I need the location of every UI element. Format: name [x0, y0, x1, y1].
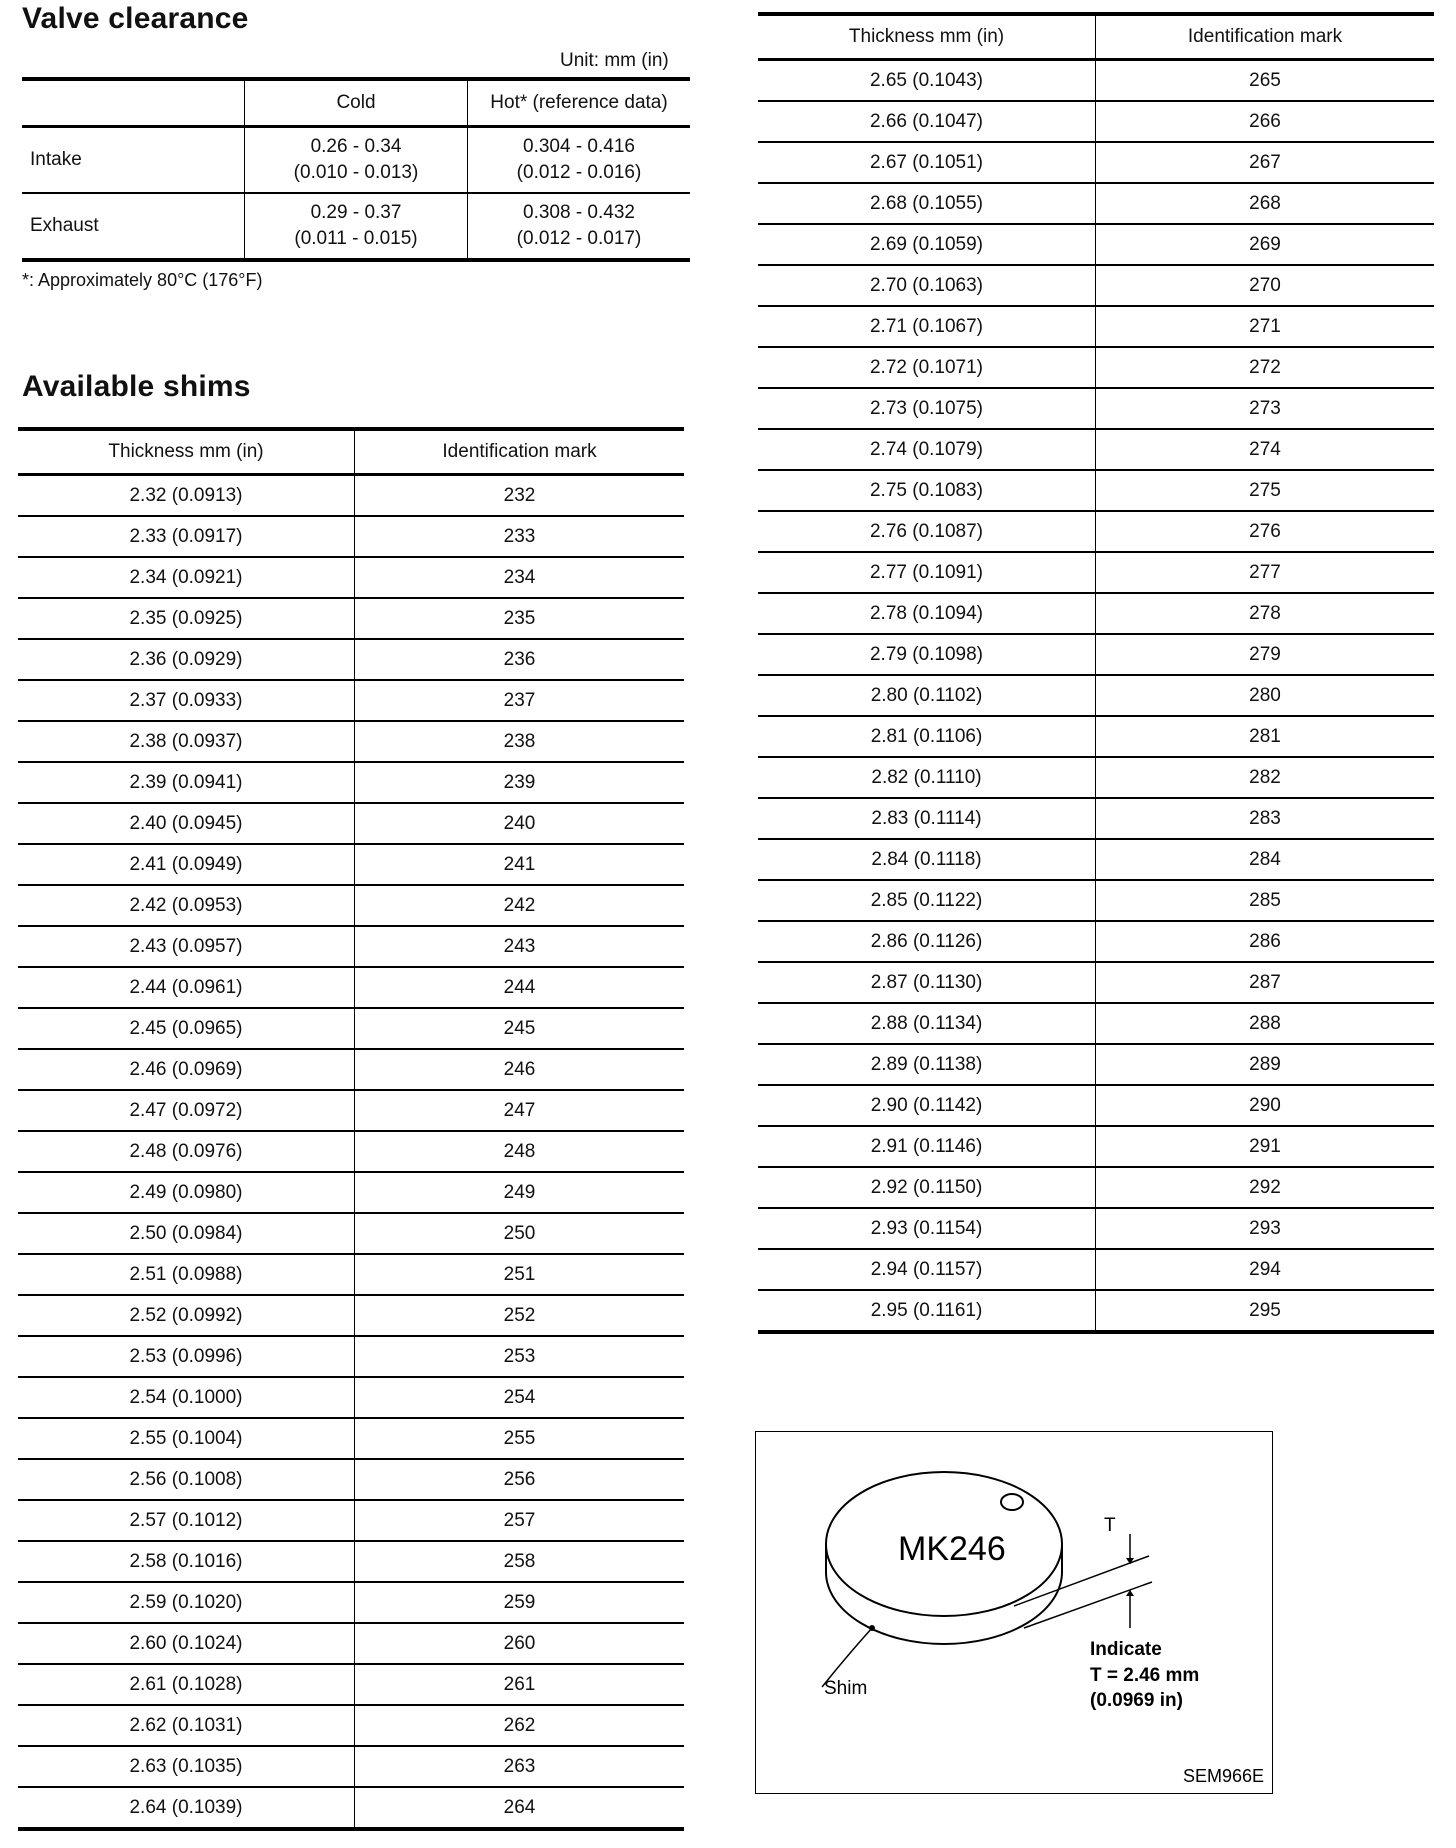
shim-thickness: 2.46 (0.0969)	[18, 1049, 355, 1090]
shim-identification-mark: 263	[355, 1746, 685, 1787]
shim-row	[18, 1582, 684, 1623]
shim-row	[758, 798, 1434, 839]
shim-identification-mark: 281	[1096, 716, 1435, 757]
shim-identification-mark: 256	[355, 1459, 685, 1500]
shim-identification-mark: 261	[355, 1664, 685, 1705]
shim-row	[758, 142, 1434, 183]
shim-thickness: 2.85 (0.1122)	[758, 880, 1096, 921]
shim-thickness: 2.55 (0.1004)	[18, 1418, 355, 1459]
shim-row	[758, 470, 1434, 511]
shim-identification-mark: 285	[1096, 880, 1435, 921]
shim-row	[18, 1787, 684, 1829]
shim-identification-mark: 239	[355, 762, 685, 803]
intake-cold	[245, 127, 468, 194]
shim-row	[758, 101, 1434, 142]
shim-identification-mark: 277	[1096, 552, 1435, 593]
available-shims-title: Available shims	[22, 370, 251, 403]
shim-thickness: 2.47 (0.0972)	[18, 1090, 355, 1131]
shim-row	[758, 511, 1434, 552]
shim-row	[758, 60, 1434, 102]
shim-thickness: 2.63 (0.1035)	[18, 1746, 355, 1787]
shim-thickness: 2.34 (0.0921)	[18, 557, 355, 598]
shim-row	[758, 265, 1434, 306]
intake-hot	[468, 127, 691, 194]
shim-row	[18, 1705, 684, 1746]
exhaust-hot	[468, 193, 691, 260]
shim-identification-mark: 271	[1096, 306, 1435, 347]
shim-identification-mark: 251	[355, 1254, 685, 1295]
exhaust-hot-in: (0.012 - 0.017)	[516, 228, 642, 249]
shim-identification-mark: 283	[1096, 798, 1435, 839]
shim-identification-mark: 266	[1096, 101, 1435, 142]
shim-identification-mark: 275	[1096, 470, 1435, 511]
shim-thickness: 2.94 (0.1157)	[758, 1249, 1096, 1290]
shim-thickness: 2.73 (0.1075)	[758, 388, 1096, 429]
shim-identification-mark: 286	[1096, 921, 1435, 962]
shim-row	[18, 680, 684, 721]
shim-row	[758, 183, 1434, 224]
shim-thickness: 2.76 (0.1087)	[758, 511, 1096, 552]
shim-identification-mark: 284	[1096, 839, 1435, 880]
header-blank	[22, 79, 245, 127]
shim-row	[758, 1044, 1434, 1085]
shim-row	[18, 721, 684, 762]
shim-identification-mark: 258	[355, 1541, 685, 1582]
shim-row	[18, 639, 684, 680]
header-cold: Cold	[245, 79, 468, 127]
shim-identification-mark: 246	[355, 1049, 685, 1090]
shim-identification-mark: 270	[1096, 265, 1435, 306]
intake-row	[22, 127, 690, 194]
shim-mark-text: MK246	[898, 1530, 1006, 1568]
shim-row	[758, 634, 1434, 675]
shim-identification-mark: 244	[355, 967, 685, 1008]
shim-identification-mark: 294	[1096, 1249, 1435, 1290]
shim-thickness: 2.83 (0.1114)	[758, 798, 1096, 839]
shim-identification-mark: 272	[1096, 347, 1435, 388]
shim-row	[18, 1500, 684, 1541]
shim-row	[758, 1167, 1434, 1208]
shim-thickness: 2.95 (0.1161)	[758, 1290, 1096, 1332]
shim-thickness: 2.92 (0.1150)	[758, 1167, 1096, 1208]
exhaust-cold-mm: 0.29 - 0.37	[310, 202, 402, 223]
shim-row	[18, 762, 684, 803]
shim-thickness: 2.56 (0.1008)	[18, 1459, 355, 1500]
shim-thickness: 2.51 (0.0988)	[18, 1254, 355, 1295]
header-thickness: Thickness mm (in)	[758, 14, 1096, 60]
shim-identification-mark: 257	[355, 1500, 685, 1541]
shim-identification-mark: 245	[355, 1008, 685, 1049]
shim-identification-mark: 265	[1096, 60, 1435, 102]
intake-cold-in: (0.010 - 0.013)	[293, 162, 419, 183]
shim-identification-mark: 293	[1096, 1208, 1435, 1249]
shim-row	[758, 921, 1434, 962]
shim-identification-mark: 250	[355, 1213, 685, 1254]
shim-identification-mark: 290	[1096, 1085, 1435, 1126]
shim-thickness: 2.81 (0.1106)	[758, 716, 1096, 757]
shim-identification-mark: 295	[1096, 1290, 1435, 1332]
shim-thickness: 2.72 (0.1071)	[758, 347, 1096, 388]
exhaust-label: Exhaust	[30, 215, 99, 236]
shim-identification-mark: 289	[1096, 1044, 1435, 1085]
shim-row	[18, 475, 684, 517]
shim-identification-mark: 268	[1096, 183, 1435, 224]
shim-row	[758, 675, 1434, 716]
shim-row	[758, 1085, 1434, 1126]
shim-row	[758, 224, 1434, 265]
shim-identification-mark: 262	[355, 1705, 685, 1746]
shim-identification-mark: 255	[355, 1418, 685, 1459]
shim-identification-mark: 242	[355, 885, 685, 926]
shim-row	[18, 1377, 684, 1418]
shim-row	[758, 593, 1434, 634]
shim-thickness: 2.88 (0.1134)	[758, 1003, 1096, 1044]
shim-thickness: 2.52 (0.0992)	[18, 1295, 355, 1336]
shim-identification-mark: 243	[355, 926, 685, 967]
shim-row	[18, 1172, 684, 1213]
shim-illustration	[756, 1432, 1271, 1792]
shims-header-row	[758, 14, 1434, 60]
shim-thickness: 2.82 (0.1110)	[758, 757, 1096, 798]
shim-identification-mark: 282	[1096, 757, 1435, 798]
shim-identification-mark: 240	[355, 803, 685, 844]
shim-row	[18, 1336, 684, 1377]
shim-row	[758, 1249, 1434, 1290]
shim-thickness: 2.35 (0.0925)	[18, 598, 355, 639]
shim-thickness: 2.33 (0.0917)	[18, 516, 355, 557]
intake-cold-mm: 0.26 - 0.34	[310, 136, 402, 157]
shim-thickness: 2.74 (0.1079)	[758, 429, 1096, 470]
header-thickness: Thickness mm (in)	[18, 429, 355, 475]
shim-thickness: 2.37 (0.0933)	[18, 680, 355, 721]
shims-header-row	[18, 429, 684, 475]
shim-row	[758, 347, 1434, 388]
shim-row	[18, 1008, 684, 1049]
shim-thickness: 2.65 (0.1043)	[758, 60, 1096, 102]
intake-label: Intake	[22, 127, 245, 194]
shim-row	[18, 1541, 684, 1582]
shim-identification-mark: 235	[355, 598, 685, 639]
shim-row	[758, 757, 1434, 798]
unit-label: Unit: mm (in)	[560, 50, 669, 71]
t-label: T	[1104, 1515, 1116, 1536]
shim-identification-mark: 274	[1096, 429, 1435, 470]
shim-thickness: 2.59 (0.1020)	[18, 1582, 355, 1623]
shim-identification-mark: 260	[355, 1623, 685, 1664]
shim-thickness: 2.62 (0.1031)	[18, 1705, 355, 1746]
shim-identification-mark: 264	[355, 1787, 685, 1829]
shim-row	[18, 844, 684, 885]
shim-thickness: 2.38 (0.0937)	[18, 721, 355, 762]
shim-identification-mark: 237	[355, 680, 685, 721]
shim-thickness: 2.77 (0.1091)	[758, 552, 1096, 593]
shim-identification-mark: 254	[355, 1377, 685, 1418]
figure-code: SEM966E	[1182, 1766, 1264, 1786]
shim-row	[18, 1090, 684, 1131]
shim-identification-mark: 232	[355, 475, 685, 517]
shim-identification-mark: 233	[355, 516, 685, 557]
shim-thickness: 2.91 (0.1146)	[758, 1126, 1096, 1167]
shim-row	[18, 1623, 684, 1664]
shim-thickness: 2.93 (0.1154)	[758, 1208, 1096, 1249]
intake-hot-in: (0.012 - 0.016)	[516, 162, 642, 183]
shim-thickness: 2.50 (0.0984)	[18, 1213, 355, 1254]
shim-row	[758, 1208, 1434, 1249]
hole-icon	[1001, 1494, 1023, 1510]
shim-thickness: 2.71 (0.1067)	[758, 306, 1096, 347]
shim-row	[18, 516, 684, 557]
shim-row	[18, 885, 684, 926]
shim-row	[758, 1126, 1434, 1167]
shim-thickness: 2.43 (0.0957)	[18, 926, 355, 967]
shim-identification-mark: 280	[1096, 675, 1435, 716]
t-value-in: (0.0969 in)	[1090, 1690, 1183, 1711]
shim-thickness: 2.42 (0.0953)	[18, 885, 355, 926]
valve-clearance-title: Valve clearance	[22, 2, 249, 35]
shim-row	[758, 552, 1434, 593]
shim-identification-mark: 288	[1096, 1003, 1435, 1044]
shim-row	[758, 388, 1434, 429]
shim-row	[758, 1003, 1434, 1044]
shim-identification-mark: 287	[1096, 962, 1435, 1003]
shim-identification-mark: 259	[355, 1582, 685, 1623]
shim-row	[18, 1295, 684, 1336]
shim-thickness: 2.86 (0.1126)	[758, 921, 1096, 962]
shim-identification-mark: 273	[1096, 388, 1435, 429]
shim-row	[18, 557, 684, 598]
shim-row	[18, 967, 684, 1008]
shim-identification-mark: 269	[1096, 224, 1435, 265]
shim-thickness: 2.58 (0.1016)	[18, 1541, 355, 1582]
shim-thickness: 2.53 (0.0996)	[18, 1336, 355, 1377]
valve-clearance-table	[22, 77, 690, 262]
exhaust-hot-mm: 0.308 - 0.432	[523, 202, 635, 223]
shim-thickness: 2.90 (0.1142)	[758, 1085, 1096, 1126]
shim-label: Shim	[824, 1678, 868, 1699]
shim-identification-mark: 291	[1096, 1126, 1435, 1167]
shim-thickness: 2.32 (0.0913)	[18, 475, 355, 517]
shim-thickness: 2.39 (0.0941)	[18, 762, 355, 803]
shim-row	[18, 598, 684, 639]
shims-table-right	[758, 12, 1434, 1334]
shim-thickness: 2.45 (0.0965)	[18, 1008, 355, 1049]
t-value-mm: T = 2.46 mm	[1090, 1665, 1200, 1686]
shim-identification-mark: 252	[355, 1295, 685, 1336]
shim-identification-mark: 236	[355, 639, 685, 680]
shim-thickness: 2.84 (0.1118)	[758, 839, 1096, 880]
shim-thickness: 2.44 (0.0961)	[18, 967, 355, 1008]
shim-row	[18, 1049, 684, 1090]
shim-thickness: 2.64 (0.1039)	[18, 1787, 355, 1829]
shim-row	[758, 962, 1434, 1003]
shim-thickness: 2.48 (0.0976)	[18, 1131, 355, 1172]
shim-identification-mark: 279	[1096, 634, 1435, 675]
shim-row	[758, 306, 1434, 347]
shim-figure	[755, 1431, 1273, 1794]
shim-identification-mark: 248	[355, 1131, 685, 1172]
shim-thickness: 2.79 (0.1098)	[758, 634, 1096, 675]
shim-row	[18, 1213, 684, 1254]
shim-row	[758, 880, 1434, 921]
shim-row	[18, 926, 684, 967]
shim-thickness: 2.41 (0.0949)	[18, 844, 355, 885]
shim-thickness: 2.49 (0.0980)	[18, 1172, 355, 1213]
shim-thickness: 2.54 (0.1000)	[18, 1377, 355, 1418]
header-hot: Hot* (reference data)	[468, 79, 691, 127]
shim-row	[758, 429, 1434, 470]
indicate-label: Indicate	[1090, 1639, 1162, 1660]
shim-thickness: 2.36 (0.0929)	[18, 639, 355, 680]
shim-identification-mark: 253	[355, 1336, 685, 1377]
shim-thickness: 2.69 (0.1059)	[758, 224, 1096, 265]
shim-thickness: 2.67 (0.1051)	[758, 142, 1096, 183]
shim-row	[18, 803, 684, 844]
header-identification: Identification mark	[355, 429, 685, 475]
shim-thickness: 2.89 (0.1138)	[758, 1044, 1096, 1085]
shim-row	[758, 716, 1434, 757]
exhaust-cold	[245, 193, 468, 260]
shim-identification-mark: 247	[355, 1090, 685, 1131]
shim-identification-mark: 292	[1096, 1167, 1435, 1208]
shim-thickness: 2.40 (0.0945)	[18, 803, 355, 844]
shim-row	[18, 1459, 684, 1500]
shim-identification-mark: 241	[355, 844, 685, 885]
shim-thickness: 2.80 (0.1102)	[758, 675, 1096, 716]
shim-identification-mark: 234	[355, 557, 685, 598]
shim-thickness: 2.70 (0.1063)	[758, 265, 1096, 306]
shim-thickness: 2.75 (0.1083)	[758, 470, 1096, 511]
shim-thickness: 2.68 (0.1055)	[758, 183, 1096, 224]
footnote: *: Approximately 80°C (176°F)	[22, 270, 263, 290]
shim-identification-mark: 249	[355, 1172, 685, 1213]
shim-identification-mark: 238	[355, 721, 685, 762]
shim-identification-mark: 276	[1096, 511, 1435, 552]
shim-thickness: 2.66 (0.1047)	[758, 101, 1096, 142]
shim-thickness: 2.78 (0.1094)	[758, 593, 1096, 634]
shim-row	[758, 1290, 1434, 1332]
shim-row	[18, 1254, 684, 1295]
exhaust-cold-in: (0.011 - 0.015)	[294, 228, 418, 249]
shim-row	[18, 1746, 684, 1787]
shim-row	[18, 1664, 684, 1705]
shims-table-left	[18, 427, 684, 1831]
exhaust-row	[22, 193, 690, 260]
shim-thickness: 2.61 (0.1028)	[18, 1664, 355, 1705]
valve-clearance-header-row	[22, 79, 690, 127]
intake-hot-mm: 0.304 - 0.416	[523, 136, 635, 157]
shim-thickness: 2.87 (0.1130)	[758, 962, 1096, 1003]
shim-identification-mark: 278	[1096, 593, 1435, 634]
shim-identification-mark: 267	[1096, 142, 1435, 183]
shim-thickness: 2.57 (0.1012)	[18, 1500, 355, 1541]
shim-row	[18, 1131, 684, 1172]
shim-row	[18, 1418, 684, 1459]
shim-thickness: 2.60 (0.1024)	[18, 1623, 355, 1664]
header-identification: Identification mark	[1096, 14, 1435, 60]
shim-row	[758, 839, 1434, 880]
